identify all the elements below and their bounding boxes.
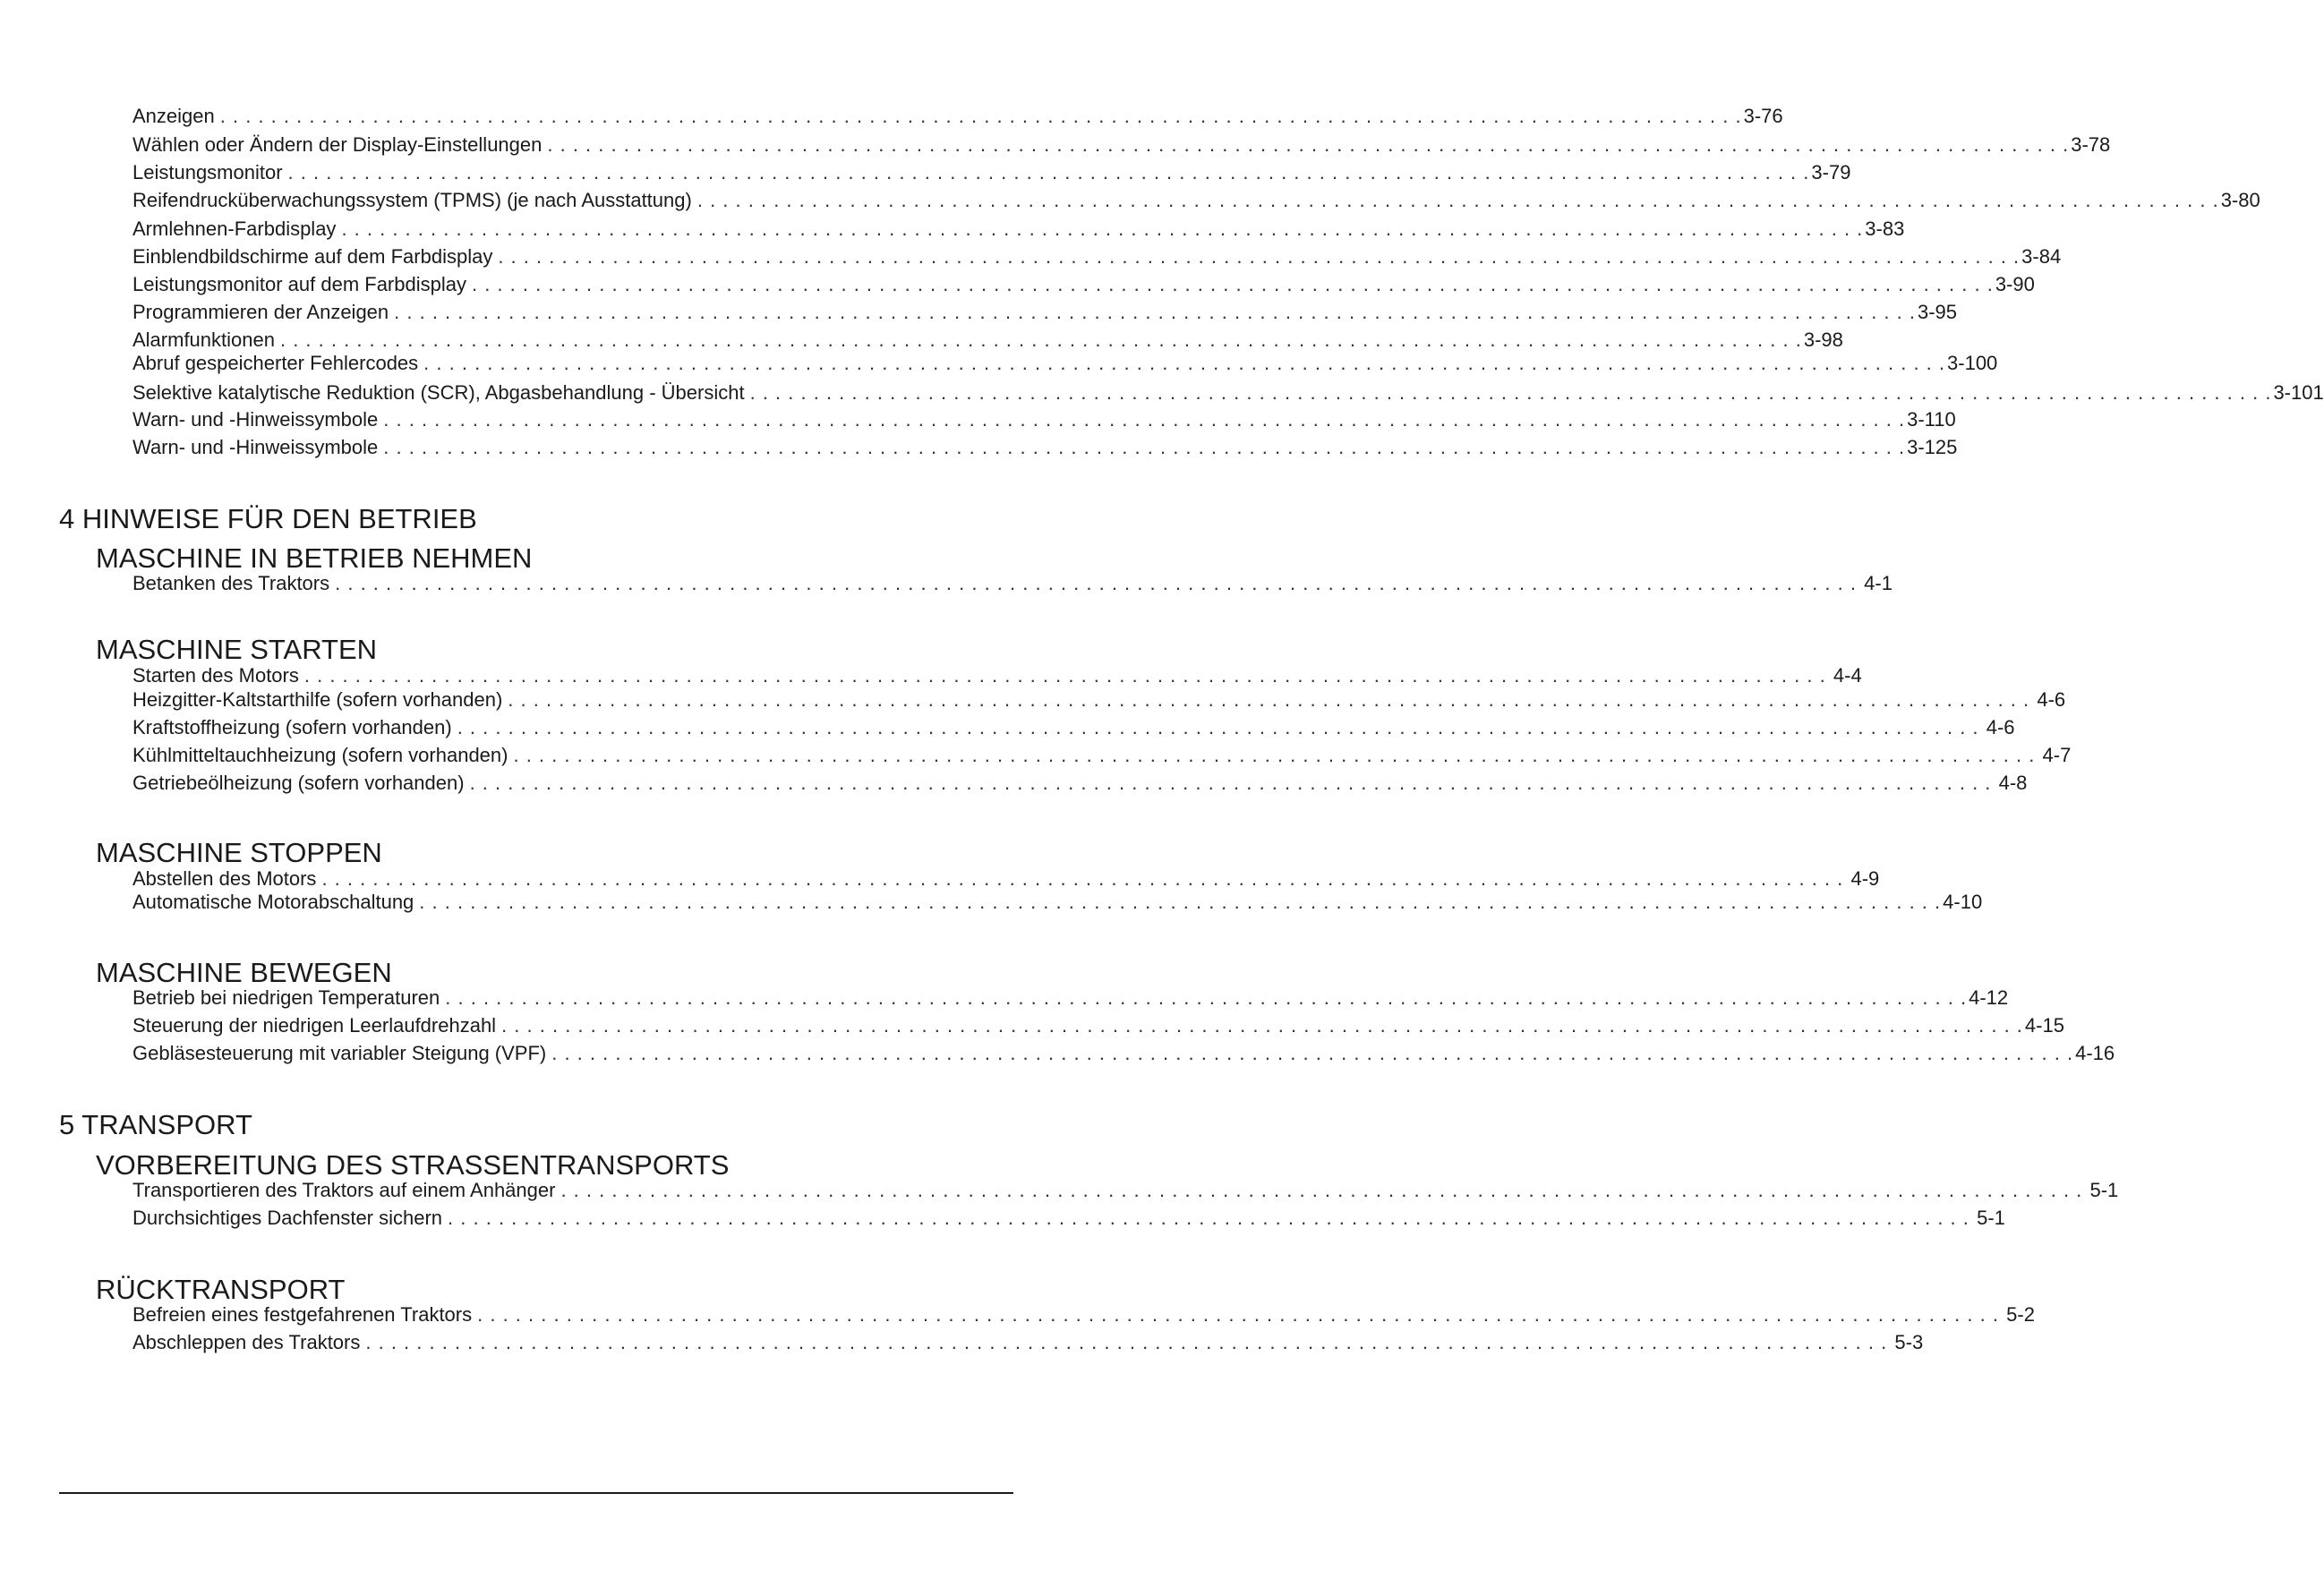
toc-page-number: 5-2: [2006, 1303, 2035, 1326]
toc-leader-dots: . . . . . . . . . . . . . . . . . . . . . . . . . . . . . . . . . . . . . . . . . . . . . . . . . . . . . . . . . . . . . . . . . . . . . . . . . . . . . . . . . . . . . . . . . . . . . . . . . . . . . . . . . . . . . . . . . . . . . . . .: [560, 1179, 2083, 1201]
toc-entry-title: Abstellen des Motors: [132, 867, 317, 890]
toc-entry[interactable]: [132, 272, 2035, 297]
chapter-4-heading: 4 HINWEISE FÜR DEN BETRIEB: [59, 503, 477, 534]
toc-page-number: 3-76: [1743, 105, 1783, 127]
toc-page-number: 4-4: [1833, 664, 1862, 687]
toc-entry-title: Kühlmitteltauchheizung (sofern vorhanden): [132, 744, 508, 766]
toc-entry[interactable]: [132, 687, 2066, 712]
toc-leader-dots: . . . . . . . . . . . . . . . . . . . . . . . . . . . . . . . . . . . . . . . . . . . . . . . . . . . . . . . . . . . . . . . . . . . . . . . . . . . . . . . . . . . . . . . . . . . . . . . . . . . . . . . . . . . . . . . . . . . . . . . .: [321, 867, 1844, 890]
toc-entry[interactable]: [132, 300, 1958, 325]
toc-entry[interactable]: [132, 160, 1851, 185]
toc-page-number: 3-83: [1865, 218, 1905, 240]
toc-page-number: 3-84: [2021, 245, 2062, 268]
toc-leader-dots: . . . . . . . . . . . . . . . . . . . . . . . . . . . . . . . . . . . . . . . . . . . . . . . . . . . . . . . . . . . . . . . . . . . . . . . . . . . . . . . . . . . . . . . . . . . . . . . . . . . . . . . . . . . . . . . . . . . . . . . .: [498, 245, 2021, 268]
toc-entry[interactable]: [132, 407, 1956, 432]
toc-leader-dots: . . . . . . . . . . . . . . . . . . . . . . . . . . . . . . . . . . . . . . . . . . . . . . . . . . . . . . . . . . . . . . . . . . . . . . . . . . . . . . . . . . . . . . . . . . . . . . . . . . . . . . . . . . . . . . . . . . . . . . . .: [508, 688, 2030, 711]
toc-page-number: 4-12: [1969, 986, 2009, 1009]
toc-entry-title: Leistungsmonitor auf dem Farbdisplay: [132, 273, 466, 295]
toc-leader-dots: . . . . . . . . . . . . . . . . . . . . . . . . . . . . . . . . . . . . . . . . . . . . . . . . . . . . . . . . . . . . . . . . . . . . . . . . . . . . . . . . . . . . . . . . . . . . . . . . . . . . . . . . . . . . . . . . . . . . . . . .: [365, 1331, 1888, 1353]
toc-leader-dots: . . . . . . . . . . . . . . . . . . . . . . . . . . . . . . . . . . . . . . . . . . . . . . . . . . . . . . . . . . . . . . . . . . . . . . . . . . . . . . . . . . . . . . . . . . . . . . . . . . . . . . . . . . . . . . . . . . . . . . . .: [341, 218, 1864, 240]
toc-entry[interactable]: [132, 1206, 2005, 1231]
section-heading: VORBEREITUNG DES STRASSENTRANSPORTS: [96, 1149, 730, 1181]
toc-leader-dots: . . . . . . . . . . . . . . . . . . . . . . . . . . . . . . . . . . . . . . . . . . . . . . . . . . . . . . . . . . . . . . . . . . . . . . . . . . . . . . . . . . . . . . . . . . . . . . . . . . . . . . . . . . . . . . . . . . . . . . . .: [501, 1014, 2023, 1037]
toc-page-number: 4-6: [2037, 688, 2066, 711]
toc-entry[interactable]: [132, 435, 1958, 460]
toc-entry[interactable]: [132, 1041, 2115, 1066]
toc-leader-dots: . . . . . . . . . . . . . . . . . . . . . . . . . . . . . . . . . . . . . . . . . . . . . . . . . . . . . . . . . . . . . . . . . . . . . . . . . . . . . . . . . . . . . . . . . . . . . . . . . . . . . . . . . . . . . . . . . . . . . . . .: [419, 891, 1942, 913]
toc-leader-dots: . . . . . . . . . . . . . . . . . . . . . . . . . . . . . . . . . . . . . . . . . . . . . . . . . . . . . . . . . . . . . . . . . . . . . . . . . . . . . . . . . . . . . . . . . . . . . . . . . . . . . . . . . . . . . . . . . . . . . . . .: [303, 664, 1826, 687]
toc-entry-title: Anzeigen: [132, 105, 215, 127]
footer-divider: [59, 1492, 1013, 1494]
toc-leader-dots: . . . . . . . . . . . . . . . . . . . . . . . . . . . . . . . . . . . . . . . . . . . . . . . . . . . . . . . . . . . . . . . . . . . . . . . . . . . . . . . . . . . . . . . . . . . . . . . . . . . . . . . . . . . . . . . . . . . . . . . .: [423, 352, 1946, 374]
toc-page-number: 3-78: [2071, 133, 2111, 156]
toc-entry-title: Kraftstoffheizung (sofern vorhanden): [132, 716, 452, 738]
toc-leader-dots: . . . . . . . . . . . . . . . . . . . . . . . . . . . . . . . . . . . . . . . . . . . . . . . . . . . . . . . . . . . . . . . . . . . . . . . . . . . . . . . . . . . . . . . . . . . . . . . . . . . . . . . . . . . . . . . . . . . . . . . .: [696, 189, 2219, 211]
chapter-5-heading: 5 TRANSPORT: [59, 1109, 252, 1140]
toc-entry-title: Heizgitter-Kaltstarthilfe (sofern vorhanden): [132, 688, 503, 711]
toc-leader-dots: . . . . . . . . . . . . . . . . . . . . . . . . . . . . . . . . . . . . . . . . . . . . . . . . . . . . . . . . . . . . . . . . . . . . . . . . . . . . . . . . . . . . . . . . . . . . . . . . . . . . . . . . . . . . . . . . . . . . . . . .: [457, 716, 1979, 738]
toc-entry-title: Warn- und -Hinweissymbole: [132, 408, 379, 431]
toc-page-number: 3-100: [1947, 352, 1998, 374]
toc-page-number: 4-9: [1850, 867, 1880, 890]
toc-page-number: 5-3: [1894, 1331, 1924, 1353]
toc-entry[interactable]: [132, 571, 1893, 596]
toc-page-number: 3-101: [2273, 381, 2324, 404]
toc-leader-dots: . . . . . . . . . . . . . . . . . . . . . . . . . . . . . . . . . . . . . . . . . . . . . . . . . . . . . . . . . . . . . . . . . . . . . . . . . . . . . . . . . . . . . . . . . . . . . . . . . . . . . . . . . . . . . . . . . . . . . . . .: [335, 572, 1857, 594]
toc-leader-dots: . . . . . . . . . . . . . . . . . . . . . . . . . . . . . . . . . . . . . . . . . . . . . . . . . . . . . . . . . . . . . . . . . . . . . . . . . . . . . . . . . . . . . . . . . . . . . . . . . . . . . . . . . . . . . . . . . . . . . . . .: [219, 105, 1742, 127]
toc-entry-title: Gebläsesteuerung mit variabler Steigung (VPF): [132, 1042, 547, 1064]
toc-entry-title: Getriebeölheizung (sofern vorhanden): [132, 772, 465, 794]
toc-entry-title: Betanken des Traktors: [132, 572, 330, 594]
toc-page-number: 4-8: [1998, 772, 2028, 794]
toc-entry-title: Warn- und -Hinweissymbole: [132, 436, 379, 458]
toc-leader-dots: . . . . . . . . . . . . . . . . . . . . . . . . . . . . . . . . . . . . . . . . . . . . . . . . . . . . . . . . . . . . . . . . . . . . . . . . . . . . . . . . . . . . . . . . . . . . . . . . . . . . . . . . . . . . . . . . . . . . . . . .: [287, 161, 1810, 183]
toc-page-number: 5-1: [1977, 1207, 2005, 1229]
section-heading: MASCHINE IN BETRIEB NEHMEN: [96, 542, 533, 574]
toc-page-number: 3-125: [1907, 436, 1958, 458]
toc-entry-title: Selektive katalytische Reduktion (SCR), Abgasbehandlung - Übersicht: [132, 381, 745, 404]
toc-entry[interactable]: [132, 1330, 1924, 1355]
toc-entry-title: Automatische Motorabschaltung: [132, 891, 414, 913]
toc-page-number: 4-10: [1943, 891, 1983, 913]
toc-page-number: 3-80: [2220, 189, 2260, 211]
toc-page-number: 3-110: [1907, 408, 1956, 431]
toc-entry[interactable]: [132, 104, 1783, 129]
toc-entry-title: Wählen oder Ändern der Display-Einstellungen: [132, 133, 543, 156]
toc-entry[interactable]: [132, 890, 1983, 915]
toc-leader-dots: . . . . . . . . . . . . . . . . . . . . . . . . . . . . . . . . . . . . . . . . . . . . . . . . . . . . . . . . . . . . . . . . . . . . . . . . . . . . . . . . . . . . . . . . . . . . . . . . . . . . . . . . . . . . . . . . . . . . . . . .: [445, 986, 1968, 1009]
toc-entry[interactable]: [132, 132, 2111, 158]
toc-entry[interactable]: [132, 986, 2009, 1011]
section-heading: RÜCKTRANSPORT: [96, 1274, 346, 1305]
toc-page-number: 3-90: [1995, 273, 2035, 295]
toc-entry-title: Leistungsmonitor: [132, 161, 283, 183]
toc-entry[interactable]: [132, 715, 2015, 740]
section-heading: MASCHINE STOPPEN: [96, 837, 382, 868]
toc-page-number: 3-98: [1803, 329, 1843, 351]
toc-leader-dots: . . . . . . . . . . . . . . . . . . . . . . . . . . . . . . . . . . . . . . . . . . . . . . . . . . . . . . . . . . . . . . . . . . . . . . . . . . . . . . . . . . . . . . . . . . . . . . . . . . . . . . . . . . . . . . . . . . . . . . . .: [477, 1303, 1999, 1326]
toc-entry-title: Transportieren des Traktors auf einem Anhänger: [132, 1179, 556, 1201]
toc-entry[interactable]: [132, 866, 1880, 892]
toc-entry-title: Alarmfunktionen: [132, 329, 275, 351]
toc-leader-dots: . . . . . . . . . . . . . . . . . . . . . . . . . . . . . . . . . . . . . . . . . . . . . . . . . . . . . . . . . . . . . . . . . . . . . . . . . . . . . . . . . . . . . . . . . . . . . . . . . . . . . . . . . . . . . . . . . . . . . . . .: [383, 436, 1906, 458]
toc-entry[interactable]: [132, 1178, 2119, 1203]
toc-entry-title: Einblendbildschirme auf dem Farbdisplay: [132, 245, 493, 268]
toc-entry[interactable]: [132, 351, 1998, 376]
toc-leader-dots: . . . . . . . . . . . . . . . . . . . . . . . . . . . . . . . . . . . . . . . . . . . . . . . . . . . . . . . . . . . . . . . . . . . . . . . . . . . . . . . . . . . . . . . . . . . . . . . . . . . . . . . . . . . . . . . . . . . . . . . .: [513, 744, 2036, 766]
toc-entry[interactable]: [132, 1013, 2064, 1038]
section-heading: MASCHINE STARTEN: [96, 634, 378, 665]
toc-page-number: 3-79: [1811, 161, 1851, 183]
toc-entry[interactable]: [132, 771, 2028, 796]
toc-entry-title: Programmieren der Anzeigen: [132, 301, 389, 323]
toc-entry-title: Durchsichtiges Dachfenster sichern: [132, 1207, 443, 1229]
toc-entry-title: Reifendrucküberwachungssystem (TPMS) (je nach Ausstattung): [132, 189, 692, 211]
toc-entry[interactable]: [132, 217, 1905, 242]
toc-page-number: 5-1: [2089, 1179, 2119, 1201]
toc-entry[interactable]: [132, 380, 2324, 405]
toc-entry[interactable]: [132, 244, 2062, 269]
toc-leader-dots: . . . . . . . . . . . . . . . . . . . . . . . . . . . . . . . . . . . . . . . . . . . . . . . . . . . . . . . . . . . . . . . . . . . . . . . . . . . . . . . . . . . . . . . . . . . . . . . . . . . . . . . . . . . . . . . . . . . . . . . .: [383, 408, 1906, 431]
toc-leader-dots: . . . . . . . . . . . . . . . . . . . . . . . . . . . . . . . . . . . . . . . . . . . . . . . . . . . . . . . . . . . . . . . . . . . . . . . . . . . . . . . . . . . . . . . . . . . . . . . . . . . . . . . . . . . . . . . . . . . . . . . .: [471, 273, 1994, 295]
toc-entry-title: Steuerung der niedrigen Leerlaufdrehzahl: [132, 1014, 497, 1037]
toc-leader-dots: . . . . . . . . . . . . . . . . . . . . . . . . . . . . . . . . . . . . . . . . . . . . . . . . . . . . . . . . . . . . . . . . . . . . . . . . . . . . . . . . . . . . . . . . . . . . . . . . . . . . . . . . . . . . . . . . . . . . . . . .: [749, 381, 2272, 404]
toc-page-number: 4-15: [2024, 1014, 2064, 1037]
toc-page-number: 4-6: [1986, 716, 2015, 738]
toc-entry[interactable]: [132, 328, 1843, 353]
toc-page-number: 4-16: [2075, 1042, 2115, 1064]
toc-entry-title: Abruf gespeicherter Fehlercodes: [132, 352, 419, 374]
toc-leader-dots: . . . . . . . . . . . . . . . . . . . . . . . . . . . . . . . . . . . . . . . . . . . . . . . . . . . . . . . . . . . . . . . . . . . . . . . . . . . . . . . . . . . . . . . . . . . . . . . . . . . . . . . . . . . . . . . . . . . . . . . .: [469, 772, 1992, 794]
toc-page-number: 3-95: [1918, 301, 1958, 323]
toc-leader-dots: . . . . . . . . . . . . . . . . . . . . . . . . . . . . . . . . . . . . . . . . . . . . . . . . . . . . . . . . . . . . . . . . . . . . . . . . . . . . . . . . . . . . . . . . . . . . . . . . . . . . . . . . . . . . . . . . . . . . . . . .: [448, 1207, 1969, 1229]
toc-page-number: 4-1: [1864, 572, 1893, 594]
toc-page-number: 4-7: [2042, 744, 2072, 766]
toc-entry-title: Armlehnen-Farbdisplay: [132, 218, 337, 240]
toc-entry[interactable]: [132, 188, 2260, 213]
toc-entry[interactable]: [132, 663, 1862, 688]
toc-entry[interactable]: [132, 1302, 2035, 1327]
toc-entry-title: Betrieb bei niedrigen Temperaturen: [132, 986, 440, 1009]
toc-leader-dots: . . . . . . . . . . . . . . . . . . . . . . . . . . . . . . . . . . . . . . . . . . . . . . . . . . . . . . . . . . . . . . . . . . . . . . . . . . . . . . . . . . . . . . . . . . . . . . . . . . . . . . . . . . . . . . . . . . . . . . . .: [547, 133, 2070, 156]
toc-leader-dots: . . . . . . . . . . . . . . . . . . . . . . . . . . . . . . . . . . . . . . . . . . . . . . . . . . . . . . . . . . . . . . . . . . . . . . . . . . . . . . . . . . . . . . . . . . . . . . . . . . . . . . . . . . . . . . . . . . . . . . . .: [279, 329, 1802, 351]
toc-leader-dots: . . . . . . . . . . . . . . . . . . . . . . . . . . . . . . . . . . . . . . . . . . . . . . . . . . . . . . . . . . . . . . . . . . . . . . . . . . . . . . . . . . . . . . . . . . . . . . . . . . . . . . . . . . . . . . . . . . . . . . . .: [551, 1042, 2074, 1064]
toc-entry-title: Abschleppen des Traktors: [132, 1331, 361, 1353]
toc-entry-title: Befreien eines festgefahrenen Traktors: [132, 1303, 473, 1326]
toc-entry[interactable]: [132, 743, 2072, 768]
section-heading: MASCHINE BEWEGEN: [96, 957, 392, 988]
toc-entry-title: Starten des Motors: [132, 664, 299, 687]
toc-leader-dots: . . . . . . . . . . . . . . . . . . . . . . . . . . . . . . . . . . . . . . . . . . . . . . . . . . . . . . . . . . . . . . . . . . . . . . . . . . . . . . . . . . . . . . . . . . . . . . . . . . . . . . . . . . . . . . . . . . . . . . . .: [394, 301, 1916, 323]
